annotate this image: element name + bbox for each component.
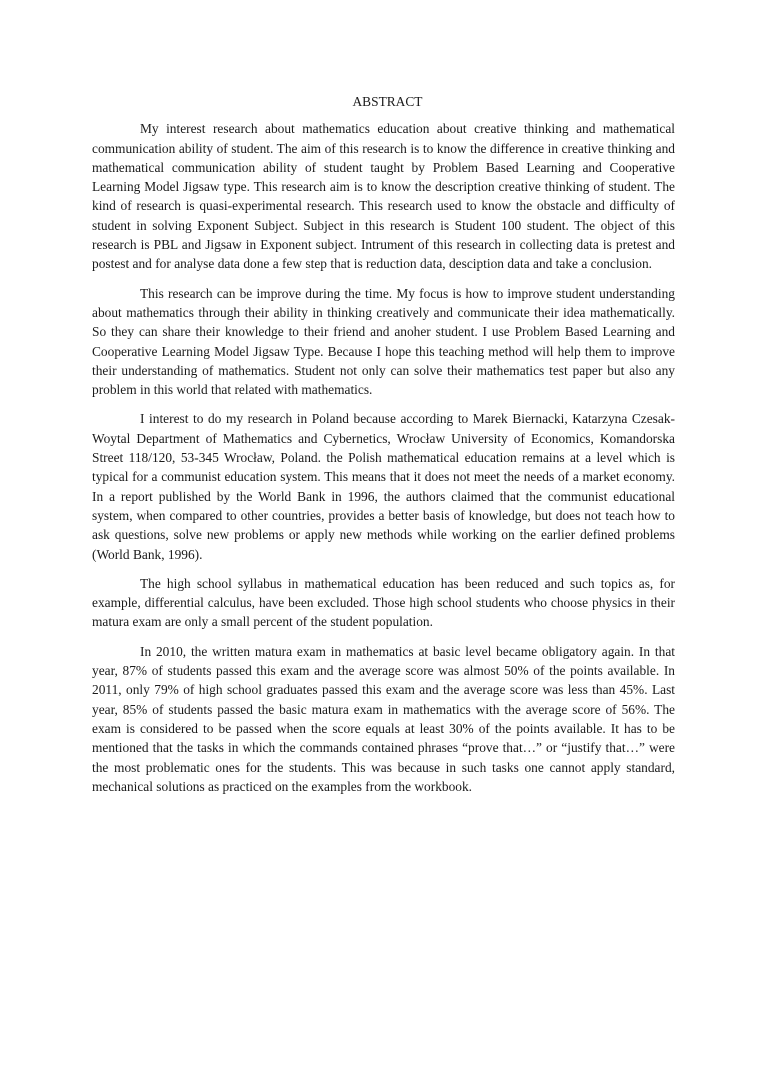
paragraph-research-aim: My interest research about mathematics education about creative thinking and mathematical communication ability of student. The aim of this research is to know the difference in creative thinking and mathematical communication ability of student taught by Problem Based Learning and Cooperative Learning Model Jigsaw type. This research aim is to know the description creative thinking of student. The kind of research is quasi-experimental research. This research used to know the obstacle and difficulty of student in solving Exponent Subject. Subject in this research is Student 100 student. The object of this research is PBL and Jigsaw in Exponent subject. Intrument of this research in collecting data is pretest and postest and for analyse data done a few step that is reduction data, desciption data and take a conclusion. xyxy=(92,121,675,272)
paragraph-syllabus: The high school syllabus in mathematical education has been reduced and such topics as, for example, differential calculus, have been excluded. Those high school students who choose physics in their matura exam are only a small percent of the student population. xyxy=(92,575,675,630)
paragraph-focus: This research can be improve during the time. My focus is how to improve student understanding about mathematics through their ability in thinking creatively and communicate their idea mathematically. So they can share their knowledge to their friend and anoher student. I use Problem Based Learning and Cooperative Learning Model Jigsaw Type. Because I hope this teaching method will help them to improve their understanding of mathematics. Student not only can solve their mathematics test paper but also any problem in this world that related with mathematics. xyxy=(92,285,675,398)
paragraph-poland: I interest to do my research in Poland because according to Marek Biernacki, Katarzyna Czesak-Woytal Department of Mathematics and Cybernetics, Wrocław University of Economics, Komandorska Street 118/120, 53-345 Wrocław, Poland. the Polish mathematical education remains at a level which is typical for a communist education system. This means that it does not meet the needs of a market economy. In a report published by the World Bank in 1996, the authors claimed that the communist educational system, when compared to other countries, provides a better basis of knowledge, but does not teach how to ask questions, solve new problems or apply new methods while working on the earlier defined problems (World Bank, 1996). xyxy=(92,411,675,562)
paragraph-matura-exam: In 2010, the written matura exam in mathematics at basic level became obligatory again. In that year, 87% of students passed this exam and the average score was almost 50% of the points available. In 2011, only 79% of high school graduates passed this exam and the average score was less than 45%. Last year, 85% of students passed the basic matura exam in mathematics with the average score of 56%. The exam is considered to be passed when the score equals at least 30% of the points available. It has to be mentioned that the tasks in which the commands contained phrases “prove that…” or “justify that…” were the most problematic ones for the students. This was because in such tasks one cannot apply standard, mechanical solutions as practiced on the examples from the workbook. xyxy=(92,643,675,794)
abstract-title: ABSTRACT xyxy=(352,94,423,109)
abstract-section xyxy=(92,92,675,806)
